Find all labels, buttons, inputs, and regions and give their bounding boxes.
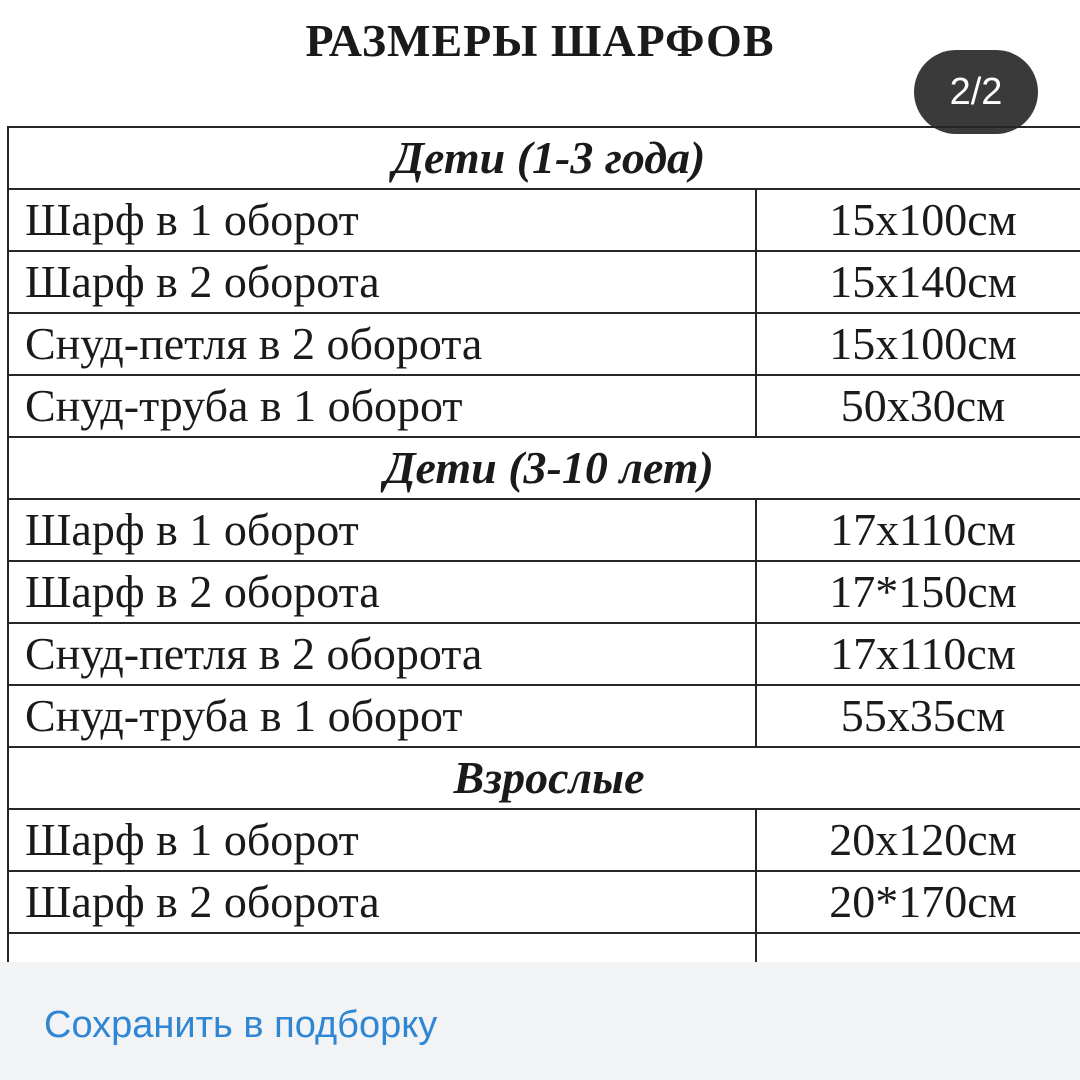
table-row (8, 623, 1080, 685)
table-row (8, 313, 1080, 375)
scarf-type-cell: Шарф в 2 оборота (8, 871, 756, 933)
table-row (8, 251, 1080, 313)
scarf-type-cell: Шарф в 1 оборот (8, 499, 756, 561)
size-cell: 15x100см (756, 189, 1080, 251)
scarf-type-cell: Снуд-труба в 1 оборот (8, 375, 756, 437)
size-cell: 17*150см (756, 561, 1080, 623)
scarf-type-cell: Снуд-труба в 1 оборот (8, 685, 756, 747)
group-label: Дети (3-10 лет) (8, 437, 1080, 499)
size-cell: 15x100см (756, 313, 1080, 375)
empty-cell (8, 933, 756, 962)
size-cell: 20x120см (756, 809, 1080, 871)
table-row (8, 871, 1080, 933)
size-cell: 55x35см (756, 685, 1080, 747)
size-cell: 17x110см (756, 623, 1080, 685)
empty-cell (756, 933, 1080, 962)
group-label: Взрослые (8, 747, 1080, 809)
size-cell: 50x30см (756, 375, 1080, 437)
scarf-size-table (7, 126, 1080, 962)
table-row (8, 809, 1080, 871)
table-row (8, 561, 1080, 623)
table-row (8, 499, 1080, 561)
save-to-collection-link[interactable]: Сохранить в подборку (44, 1004, 438, 1046)
size-cell: 17x110см (756, 499, 1080, 561)
table-row (8, 685, 1080, 747)
group-header-row (8, 127, 1080, 189)
table-row (8, 375, 1080, 437)
size-cell: 20*170см (756, 871, 1080, 933)
group-label: Дети (1-3 года) (8, 127, 1080, 189)
scarf-type-cell: Снуд-петля в 2 оборота (8, 623, 756, 685)
scarf-type-cell: Шарф в 1 оборот (8, 809, 756, 871)
table-row (8, 189, 1080, 251)
scarf-type-cell: Шарф в 2 оборота (8, 561, 756, 623)
size-cell: 15x140см (756, 251, 1080, 313)
table-row-partial (8, 933, 1080, 962)
scarf-type-cell: Шарф в 2 оборота (8, 251, 756, 313)
group-header-row (8, 437, 1080, 499)
image-counter-badge: 2/2 (914, 50, 1038, 134)
scarf-type-cell: Снуд-петля в 2 оборота (8, 313, 756, 375)
post-title: РАЗМЕРЫ ШАРФОВ (305, 15, 775, 66)
scarf-type-cell: Шарф в 1 оборот (8, 189, 756, 251)
group-header-row (8, 747, 1080, 809)
